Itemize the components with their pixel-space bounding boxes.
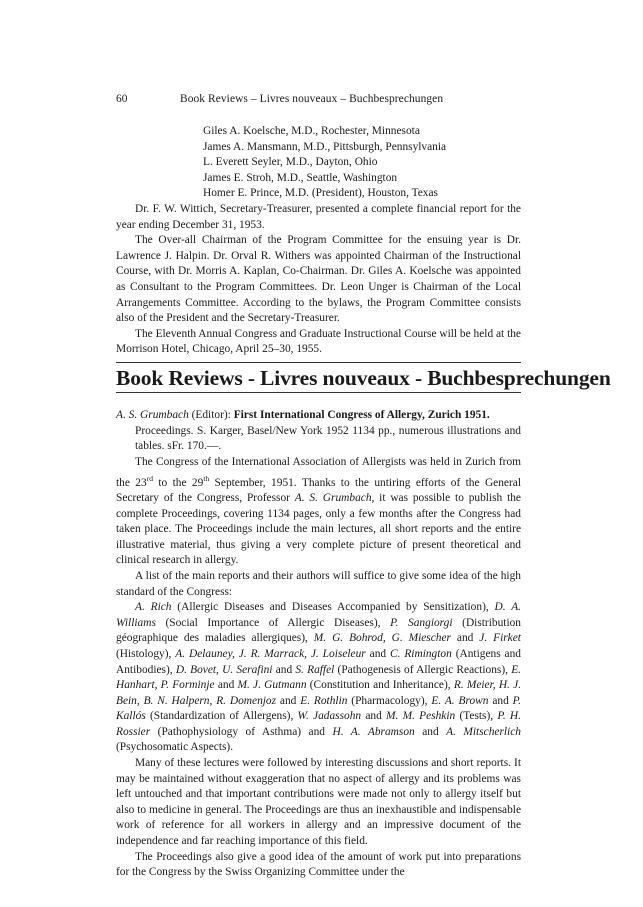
author-name: P. Sangiorgi	[390, 616, 453, 629]
report-topic: and	[450, 632, 480, 645]
author-name: E. Hanhart, P. Forminje	[116, 663, 521, 692]
review-paragraph-1	[116, 455, 521, 569]
author-name: S. Raffel	[295, 663, 335, 676]
report-topic: (Tests),	[455, 710, 498, 723]
section-rule-top	[116, 362, 521, 363]
report-topic: (Pathophysiology of Asthma) and	[150, 725, 333, 738]
report-topic: and	[365, 647, 390, 660]
page-number: 60	[116, 93, 128, 105]
author-name: M. J. Gutmann	[237, 679, 307, 692]
financial-report-paragraph: Dr. F. W. Wittich, Secretary-Treasurer, presented a complete financial report for the year ending December 31, 1953.	[116, 203, 521, 231]
report-topic: (Allergic Diseases and Diseases Accompanied by Sensitization),	[171, 601, 495, 614]
author-name: W. Jadassohn	[297, 710, 362, 723]
citation-title: First International Congress of Allergy, Zurich 1951.	[233, 409, 490, 421]
report-topic: (Antigens and Antibodies),	[116, 647, 521, 676]
member-line: James A. Mansmann, M.D., Pittsburgh, Pennsylvania	[203, 140, 447, 153]
review-paragraph-2	[116, 569, 521, 600]
report-topic: (Distribution géographique des maladies allergiques),	[116, 616, 521, 645]
ordinal-suffix: th	[203, 473, 210, 483]
report-topic: (Pathogenesis of Allergic Reactions),	[334, 663, 512, 676]
review-paragraph-4: The Proceedings also give a good idea of the amount of work put into preparations for the Congress by the Swiss Organizing Committee under the	[116, 850, 521, 879]
author-name: M. M. Peshkin	[386, 710, 456, 723]
author-name: A. Mitscherlich	[446, 725, 521, 738]
citation-author: A. S. Grumbach	[116, 409, 189, 421]
author-name: D. A. Williams	[116, 601, 521, 629]
author-name: A. S. Grumbach,	[294, 491, 375, 504]
report-topic: and	[276, 694, 301, 707]
report-topic: (Histology),	[116, 647, 176, 660]
author-name: E. A. Brown	[431, 694, 489, 707]
section-title: Book Reviews - Livres nouveaux - Buchbesprechungen	[116, 366, 611, 390]
committee-member-list	[203, 124, 446, 202]
review-text: The Congress of the International Association of Allergists was held in Zurich from the 23	[116, 456, 521, 489]
next-congress-paragraph: The Eleventh Annual Congress and Graduate Instructional Course will be held at the Morrison Hotel, Chicago, April 25–30, 1955.	[116, 327, 521, 356]
report-topic: and	[272, 663, 296, 676]
author-name: A. Rich	[135, 601, 172, 614]
program-committee-paragraph: The Over-all Chairman of the Program Committee for the ensuing year is Dr. Lawrence J. Halpin. Dr. Orval R. Withers was appointed Chairman of the Instructional Course, with Dr. Morris A. Kaplan, Co-Chairman. Dr. Giles A. Koelsche was appointed as Consultant to the Program Committees. Dr. Leon Unger is Chairman of the Local Arrangements Committee. According to the bylaws, the Program Committee consists also of the President and the Secretary-Treasurer.	[116, 234, 521, 325]
review-text: to the 29	[152, 476, 204, 489]
author-name: C. Rimington	[390, 647, 452, 660]
author-name: M. G. Bohrod, G. Miescher	[313, 632, 451, 645]
review-body	[116, 455, 521, 881]
review-paragraph-3: Many of these lectures were followed by interesting discussions and short reports. It may be maintained without exaggeration that no aspect of allergy and its problems was left untouched and that important contributions were made not only to allergy itself but also to medicine in general. The Proceedings are thus an inexhaustible and indispensable work of reference for all workers in allergy and an impressive document of the independence and far reaching importance of this field.	[116, 757, 521, 848]
review-text: September, 1951. Thanks to the untiring efforts of the General Secretary of the Congress, Professor	[116, 476, 521, 504]
section-rule-bottom	[116, 392, 521, 393]
author-name: H. A. Abramson	[332, 725, 415, 738]
citation-editor-note: (Editor):	[188, 409, 234, 421]
review-text: A list of the main reports and their authors will suffice to give some idea of the high standard of the Congress:	[116, 569, 521, 598]
report-topic: (Standardization of Allergens),	[145, 710, 298, 723]
running-title: Book Reviews – Livres nouveaux – Buchbesprechungen	[180, 93, 444, 105]
review-paragraph-author-list	[116, 600, 521, 756]
review-text: it was possible to publish the complete Proceedings, covering 1134 pages, only a few months after the Congress had taken place. The Proceedings include the main lectures, all short reports and the entire illustrative material, thus giving a very complete picture of present theoretical and clinical research in allergy.	[116, 491, 521, 567]
report-topic: (Constitution and Inheritance),	[306, 679, 454, 692]
member-line: James E. Stroh, M.D., Seattle, Washington	[203, 171, 398, 184]
member-line: Giles A. Koelsche, M.D., Rochester, Minnesota	[203, 125, 420, 137]
author-name: P. H. Rossier	[116, 710, 521, 738]
ordinal-suffix: rd	[146, 473, 153, 483]
member-line: L. Everett Seyler, M.D., Dayton, Ohio	[203, 156, 378, 169]
author-name: E. Rothlin	[300, 694, 348, 707]
author-name: D. Bovet, U. Serafini	[175, 663, 273, 676]
report-topic: and	[214, 679, 238, 692]
report-topic: (Social Importance of Allergic Diseases),	[155, 616, 391, 629]
author-name: R. Meier, H. J. Bein, B. N. Halpern, R. Domenjoz	[116, 679, 521, 707]
book-citation	[116, 408, 521, 455]
author-name: J. Firket	[479, 632, 521, 645]
meeting-report	[116, 202, 521, 358]
report-topic: (Psychosomatic Aspects).	[116, 741, 234, 754]
author-name: P. Kallós	[116, 694, 521, 723]
member-line: Homer E. Prince, M.D. (President), Houston, Texas	[203, 187, 438, 200]
report-topic: and	[414, 725, 447, 738]
report-topic: and	[488, 694, 513, 707]
citation-details: Proceedings. S. Karger, Basel/New York 1952 1134 pp., numerous illustrations and tables. sFr. 170.—.	[135, 424, 521, 453]
author-name: A. Delauney, J. R. Marrack, J. Loiseleur	[175, 647, 366, 660]
report-topic: (Pharmacology),	[347, 694, 432, 707]
report-topic: and	[361, 710, 387, 723]
